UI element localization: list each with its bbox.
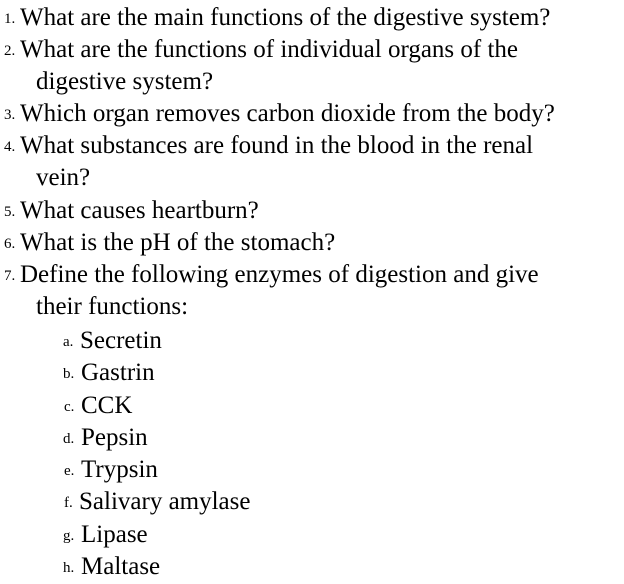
enzyme-letter: e.: [64, 463, 75, 479]
question-text: What causes heartburn?: [20, 197, 259, 224]
question-text: What is the pH of the stomach?: [20, 229, 336, 256]
question-text: What substances are found in the blood in the renal: [20, 132, 534, 159]
enzyme-name: Maltase: [81, 553, 161, 580]
question-text: Define the following enzymes of digestion and give: [20, 261, 539, 288]
enzyme-name: Secretin: [80, 327, 162, 354]
question-number: 7.: [4, 268, 16, 284]
question-number: 5.: [4, 204, 16, 220]
enzyme-name: Gastrin: [81, 359, 155, 386]
question-text-continued: their functions:: [36, 293, 189, 320]
enzyme-letter: a.: [63, 334, 74, 350]
question-number: 1.: [4, 11, 16, 27]
enzyme-name: Lipase: [81, 521, 148, 548]
enzyme-name: CCK: [81, 392, 133, 419]
enzyme-letter: h.: [63, 560, 75, 576]
question-text-continued: digestive system?: [36, 68, 214, 95]
enzyme-name: Trypsin: [81, 456, 158, 483]
enzyme-letter: g.: [63, 528, 75, 544]
question-text: What are the functions of individual organs of the: [20, 36, 519, 63]
question-number: 3.: [4, 107, 16, 123]
question-number: 4.: [4, 139, 16, 155]
question-text: What are the main functions of the digestive system?: [20, 4, 551, 31]
question-number: 2.: [4, 43, 16, 59]
enzyme-name: Pepsin: [81, 424, 148, 451]
question-text: Which organ removes carbon dioxide from the body?: [20, 100, 555, 127]
enzyme-letter: d.: [63, 431, 75, 447]
question-number: 6.: [4, 236, 16, 252]
enzyme-name: Salivary amylase: [79, 488, 251, 515]
enzyme-letter: b.: [63, 366, 75, 382]
enzyme-letter: f.: [64, 495, 73, 511]
enzyme-letter: c.: [64, 399, 75, 415]
question-text-continued: vein?: [36, 164, 91, 191]
